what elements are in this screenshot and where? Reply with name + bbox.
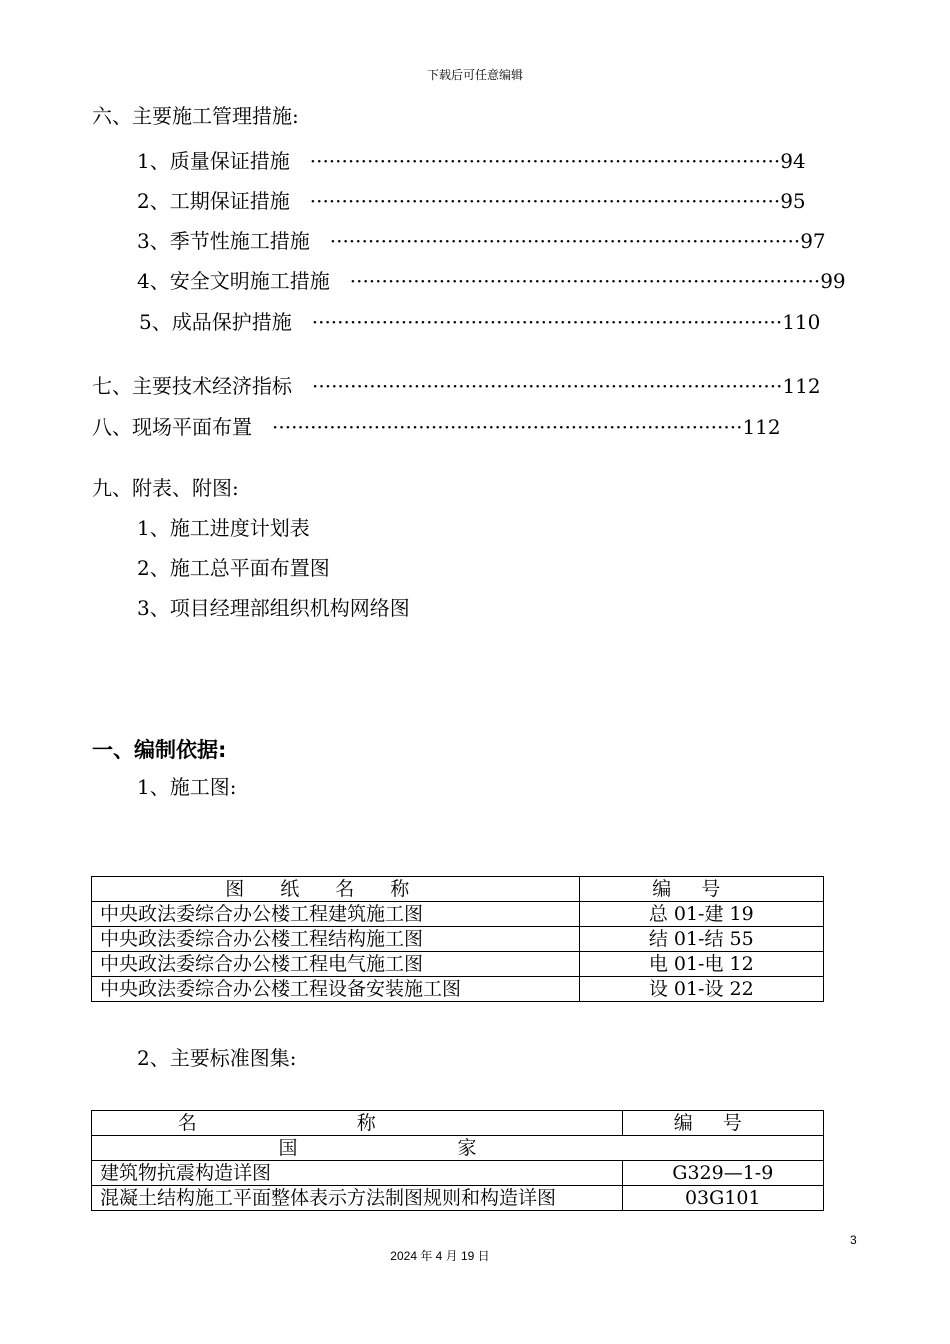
table-cell: 中央政法委综合办公楼工程设备安装施工图: [92, 977, 580, 1002]
toc-attachment-item: 2、施工总平面布置图: [137, 556, 330, 580]
toc-attachment-item: 3、项目经理部组织机构网络图: [137, 596, 410, 620]
toc-leader-dots: ··········································································: [309, 149, 781, 173]
toc-entry[interactable]: [92, 411, 781, 440]
section-heading: 一、编制依据:: [92, 738, 227, 762]
table-cell: 结 01-结 55: [579, 927, 823, 952]
toc-entry[interactable]: [137, 145, 806, 174]
table-cell: 设 01-设 22: [579, 977, 823, 1002]
toc-entry[interactable]: [137, 185, 806, 214]
toc-entry-label: 3、季节性施工措施: [137, 229, 310, 253]
toc-entry-page: 112: [742, 415, 781, 439]
table-cell: 中央政法委综合办公楼工程结构施工图: [92, 927, 580, 952]
table-row: [92, 977, 824, 1002]
footer-date: 2024 年 4 月 19 日: [390, 1249, 490, 1263]
toc-entry-page: 97: [800, 229, 826, 253]
subsection-heading: 1、施工图:: [137, 775, 237, 799]
table-row: [92, 927, 824, 952]
standards-table: [91, 1110, 824, 1211]
toc-entry-page: 112: [782, 374, 821, 398]
header-cell: 名称: [92, 1111, 623, 1136]
toc-entry[interactable]: [92, 370, 821, 399]
toc-section-6-title: 六、主要施工管理措施:: [92, 104, 299, 128]
toc-leader-dots: ··········································································: [329, 229, 801, 253]
table-row: [92, 1186, 824, 1211]
table-row: [92, 902, 824, 927]
table-cell: 电 01-电 12: [579, 952, 823, 977]
group-cell: 国家: [92, 1136, 824, 1161]
toc-entry-page: 94: [780, 149, 806, 173]
drawings-table: [91, 876, 824, 1002]
header-cell: 图纸名称: [92, 877, 580, 902]
page-header: 下载后可任意编辑: [426, 68, 523, 82]
toc-entry[interactable]: [137, 265, 846, 294]
toc-attachment-item: 1、施工进度计划表: [137, 516, 310, 540]
table-cell: 中央政法委综合办公楼工程建筑施工图: [92, 902, 580, 927]
table-cell: G329—1-9: [622, 1161, 823, 1186]
toc-entry-page: 95: [780, 189, 806, 213]
toc-entry-label: 4、安全文明施工措施: [137, 269, 330, 293]
toc-section-9-title: 九、附表、附图:: [92, 476, 239, 500]
page-number: 3: [850, 1233, 857, 1247]
table-group-row: [92, 1136, 824, 1161]
header-cell: 编号: [579, 877, 823, 902]
toc-entry-label: 2、工期保证措施: [137, 189, 290, 213]
table-cell: 总 01-建 19: [579, 902, 823, 927]
table-row: [92, 1161, 824, 1186]
table-row: [92, 952, 824, 977]
toc-entry-page: 110: [782, 310, 821, 334]
toc-entry-label: 八、现场平面布置: [92, 415, 252, 439]
table-header-row: [92, 877, 824, 902]
toc-entry-page: 99: [820, 269, 846, 293]
toc-leader-dots: ··········································································: [309, 189, 781, 213]
subsection-heading: 2、主要标准图集:: [137, 1046, 297, 1070]
toc-entry[interactable]: [137, 225, 826, 254]
table-cell: 建筑物抗震构造详图: [92, 1161, 623, 1186]
toc-entry-label: 5、成品保护措施: [139, 310, 292, 334]
table-cell: 中央政法委综合办公楼工程电气施工图: [92, 952, 580, 977]
table-cell: 03G101: [622, 1186, 823, 1211]
table-cell: 混凝土结构施工平面整体表示方法制图规则和构造详图: [92, 1186, 623, 1211]
toc-entry[interactable]: [139, 306, 821, 335]
table-header-row: [92, 1111, 824, 1136]
toc-entry-label: 1、质量保证措施: [137, 149, 290, 173]
header-cell: 编号: [622, 1111, 823, 1136]
toc-leader-dots: ··········································································: [272, 415, 743, 439]
toc-entry-label: 七、主要技术经济指标: [92, 374, 292, 398]
toc-leader-dots: ··········································································: [312, 374, 783, 398]
toc-leader-dots: ··········································································: [311, 310, 783, 334]
toc-leader-dots: ··········································································: [349, 269, 821, 293]
